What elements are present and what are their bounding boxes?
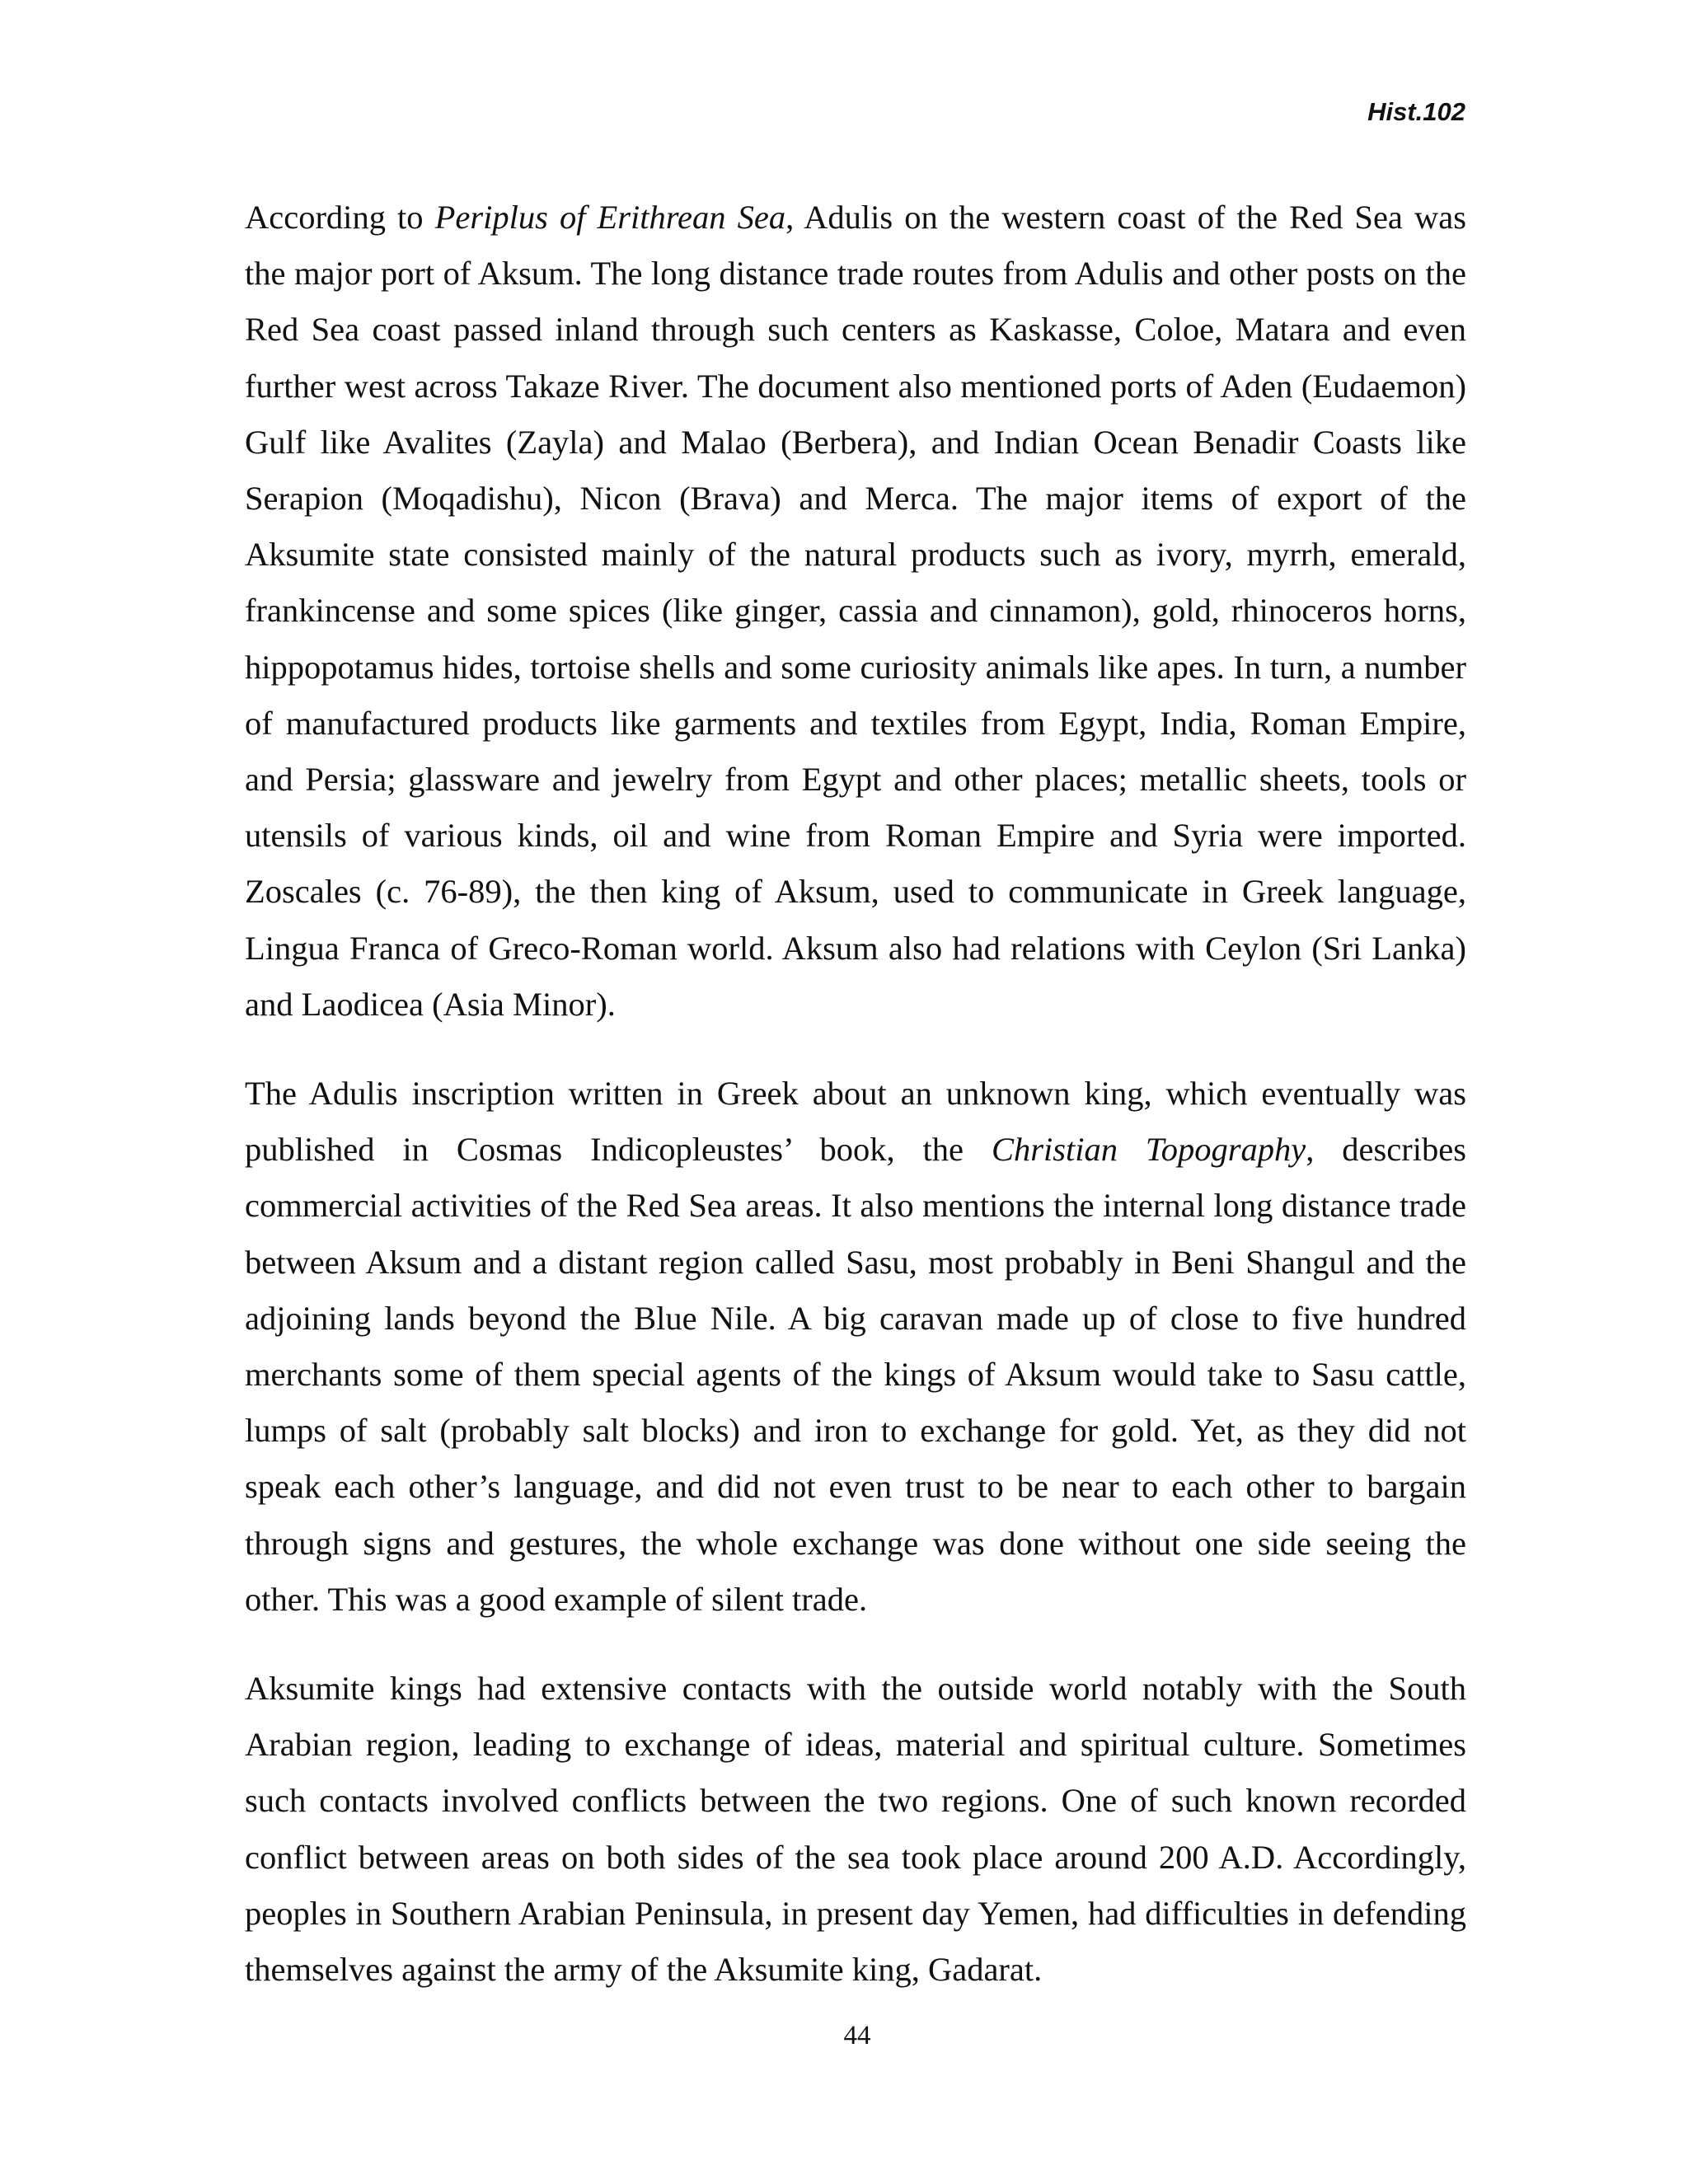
- paragraph-south-arabia: [245, 1661, 1466, 1998]
- book-title: Christian Topography: [991, 1131, 1306, 1169]
- paragraph-text: Aksumite kings had extensive contacts with the outside world notably with the South Arabian region, leading to exchange of ideas, material and spiritual culture. Sometimes such contacts involved conflicts between the two regions. One of such known recorded conflict between areas on both sides of the sea took place around 200 A.D. Accordingly, peoples in Southern Arabian Peninsula, in present day Yemen, had difficulties in defending themselves against the army of the Aksumite king, Gadarat.: [245, 1670, 1466, 1989]
- page-number: 44: [843, 2021, 871, 2050]
- paragraph-text: According to: [245, 199, 435, 236]
- paragraph-text: , describes commercial activities of the Red Sea areas. It also mentions the internal long distance trade between Aksum and a distant region called Sasu, most probably in Beni Shangul and the adjoining lands beyond the Blue Nile. A big caravan made up of close to five hundred merchants some of them special agents of the kings of Aksum would take to Sasu cattle, lumps of salt (probably salt blocks) and iron to exchange for gold. Yet, as they did not speak each other’s language, and did not even trust to be near to each other to bargain through signs and gestures, the whole exchange was done without one side seeing the other. This was a good example of silent trade.: [245, 1131, 1466, 1618]
- paragraph-periplus: [245, 190, 1466, 1033]
- paragraph-text: , Adulis on the western coast of the Red Sea was the major port of Aksum. The long distance trade routes from Adulis and other posts on the Red Sea coast passed inland through such centers as Kaskasse, Coloe, Matara and even further west across Takaze River. The document also mentioned ports of Aden (Eudaemon) Gulf like Avalites (Zayla) and Malao (Berbera), and Indian Ocean Benadir Coasts like Serapion (Moqadishu), Nicon (Brava) and Merca. The major items of export of the Aksumite state consisted mainly of the natural products such as ivory, myrrh, emerald, frankincense and some spices (like ginger, cassia and cinnamon), gold, rhinoceros horns, hippopotamus hides, tortoise shells and some curiosity animals like apes. In turn, a number of manufactured products like garments and textiles from Egypt, India, Roman Empire, and Persia; glassware and jewelry from Egypt and other places; metallic sheets, tools or utensils of various kinds, oil and wine from Roman Empire and Syria were imported. Zoscales (c. 76-89), the then king of Aksum, used to communicate in Greek language, Lingua Franca of Greco-Roman world. Aksum also had relations with Ceylon (Sri Lanka) and Laodicea (Asia Minor).: [245, 199, 1466, 1023]
- paragraph-text: The Adulis inscription written in Greek about an unknown king, which eventually was published in Cosmas Indicopleustes’ book, the: [245, 1075, 1466, 1169]
- book-title: Periplus of Erithrean Sea: [434, 199, 786, 236]
- paragraph-adulis-inscription: [245, 1066, 1466, 1628]
- running-header: Hist.102: [1367, 97, 1465, 126]
- body-text: [245, 190, 1466, 1998]
